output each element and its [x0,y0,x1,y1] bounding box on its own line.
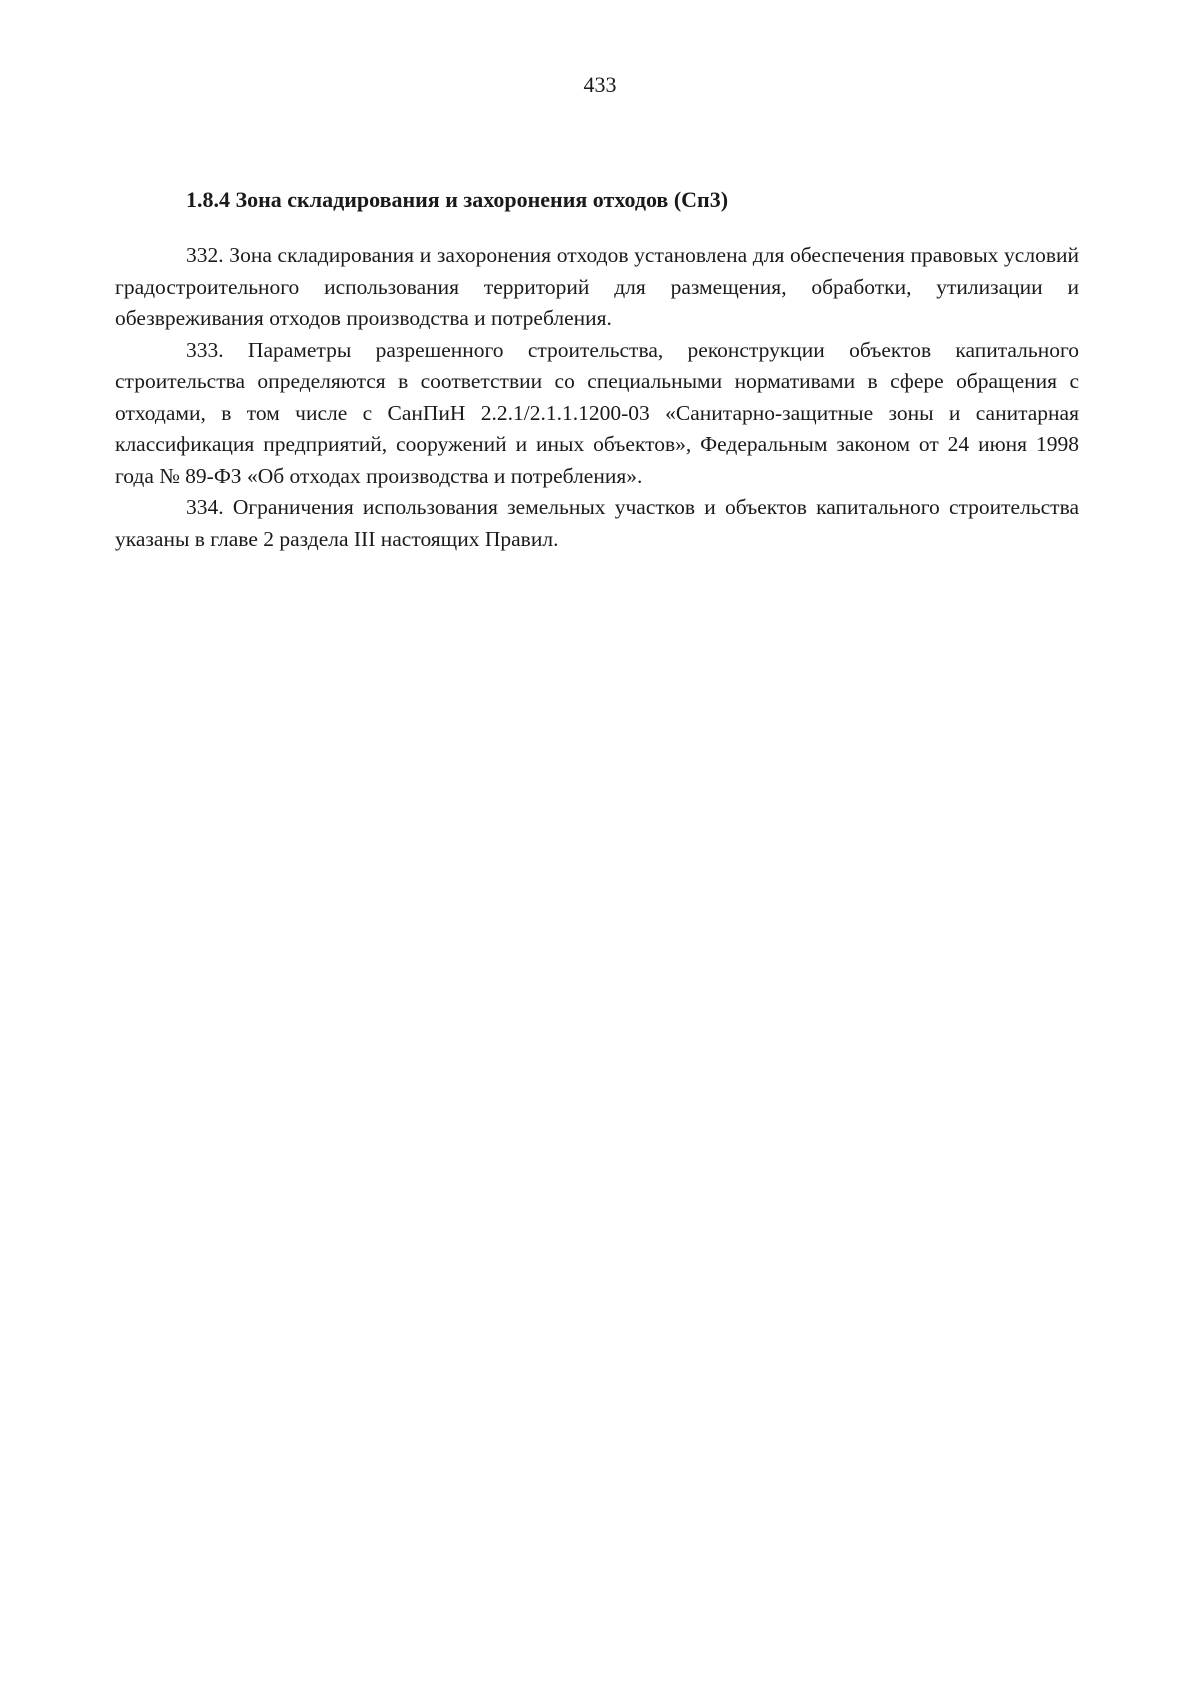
section-heading: 1.8.4 Зона складирования и захоронения отходов (Сп3) [186,187,729,212]
page-number: 433 [583,72,617,97]
paragraph-332: 332. Зона складирования и захоронения отходов установлена для обеспечения правовых условий градостроительного использования территорий для размещения, обработки, утилизации и обезвреживания отходов производства и потребления. [115,243,1079,330]
document-body [115,240,1079,555]
paragraph-333: 333. Параметры разрешенного строительства, реконструкции объектов капитального строительства определяются в соответствии со специальными нормативами в сфере обращения с отходами, в том числе с СанПиН 2.2.1/2.1.1.1200-03 «Санитарно-защитные зоны и санитарная классификация предприятий, сооружений и иных объектов», Федеральным законом от 24 июня 1998 года № 89-ФЗ «Об отходах производства и потребления». [115,337,1079,488]
paragraph-334: 334. Ограничения использования земельных участков и объектов капитального строительства указаны в главе 2 раздела III настоящих Правил. [115,495,1079,551]
